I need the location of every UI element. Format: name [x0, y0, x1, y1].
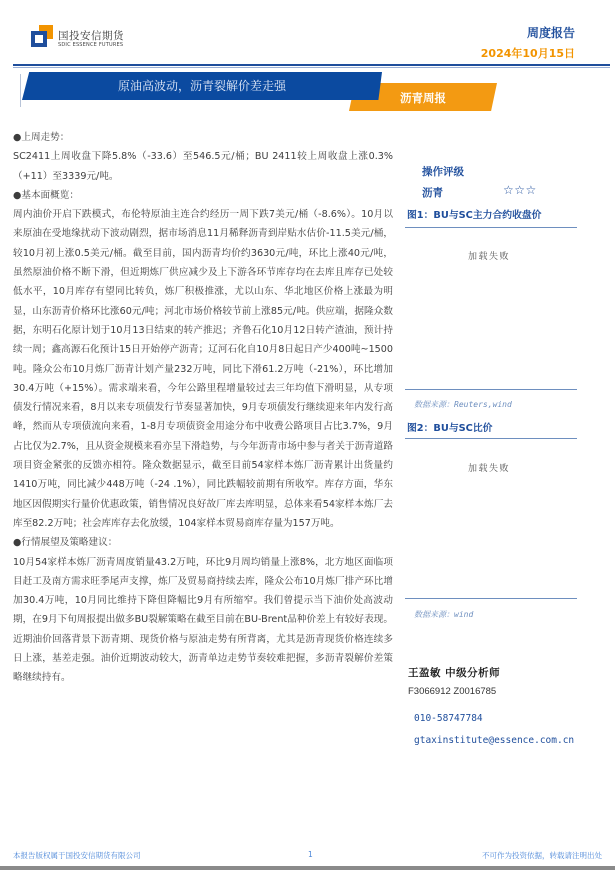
rating-item: 沥青	[422, 187, 443, 199]
report-category-tag: 沥青周报	[400, 91, 446, 105]
analyst-certificate: F3066912 Z0016785	[408, 686, 497, 697]
rating-title: 操作评级	[422, 166, 464, 178]
figure-2-bottom-rule	[405, 598, 577, 599]
figure-1-top-rule	[405, 227, 577, 228]
report-type: 周度报告	[526, 26, 575, 40]
section-heading-last-week: ●上周走势：	[13, 132, 70, 143]
analyst-email[interactable]: gtaxinstitute@essence.com.cn	[414, 735, 575, 746]
rating-stars-icon: ☆☆☆	[503, 183, 537, 197]
main-content	[13, 128, 393, 688]
figure-1-source: 数据来源：Reuters,wind	[414, 400, 512, 409]
section-body-outlook: 10月54家样本炼厂沥青周度销量43.2万吨，环比9月周均销量上涨8%，北方地区面临项目赶工及南方需求旺季尾声支撑，炼厂及贸易商持续去库，隆众公布10月炼厂排产环比增加30.4万吨，10月同比维持下降但降幅比9月有所缩窄。我们曾提示当下油价处高波动期，在9月下旬周报提出做多BU裂解策略在截至目前在BU-Brent品种价差上有较好表现。近期油价回落背景下沥青期、现货价格与原油走势有所背离，尤其是沥青现货价格连续多日上涨，基差走强。油价近期波动较大，沥青单边走势节奏较难把握，多沥青裂解价差策略继续持有。	[13, 556, 393, 684]
header-divider-thin	[13, 67, 610, 68]
logo-name-cn: 国投安信期货	[58, 30, 124, 42]
banner-left-line	[20, 74, 21, 107]
report-date: 2024年10月15日	[480, 47, 575, 60]
section-heading-outlook: ●行情展望及策略建议：	[13, 537, 118, 549]
analyst-name: 王盈敏 中级分析师	[408, 667, 501, 679]
analyst-phone: 010-58747784	[414, 713, 483, 724]
footer-bar	[0, 866, 615, 870]
logo-mark-icon	[31, 25, 53, 47]
figure-1-title: 图1：BU与SC主力合约收盘价	[407, 210, 542, 221]
logo-name-en: SDIC ESSENCE FUTURES	[58, 42, 124, 48]
section-heading-fundamentals: ●基本面概览：	[13, 189, 79, 201]
page-number: 1	[308, 850, 313, 859]
figure-2-title: 图2：BU与SC比价	[407, 423, 493, 434]
figure-2-top-rule	[405, 438, 577, 439]
header-divider	[13, 64, 610, 66]
figure-1-load-failed: 加载失败	[468, 252, 511, 262]
figure-2-source: 数据来源：wind	[414, 610, 474, 619]
section-body-last-week: SC2411上周收盘下降5.8%（-33.6）至546.5元/桶；BU 2411较上周收盘上涨0.3%（+11）至3339元/吨。	[13, 151, 393, 182]
figure-2-load-failed: 加载失败	[468, 464, 511, 474]
company-logo	[31, 25, 171, 55]
figure-1-bottom-rule	[405, 389, 577, 390]
footer-disclaimer: 不可作为投资依据，转载请注明出处	[482, 851, 602, 860]
report-headline: 原油高波动，沥青裂解价差走强	[117, 79, 286, 93]
footer-copyright: 本报告版权属于国投安信期货有限公司	[13, 851, 141, 860]
section-body-fundamentals: 周内油价开启下跌模式，布伦特原油主连合约经历一周下跌7美元/桶（-8.6%）。10月以来原油在受地缘扰动下波动剧烈，据市场消息11月稀释沥青到岸贴水估价-11.5美元/桶，较10月初上涨0.5美元/桶。截至目前，国内沥青均价约3630元/吨，环比上涨40元/吨，虽然原油价格不断下滑，但近期炼厂供应减少及上下游各环节库存均在去库且库存已处较低水平，10月库存有望同比转负，炼厂积极推涨，尤以山东、华北地区价格上涨最为明显，山东沥青价格环比涨60元/吨；河北市场价格较节前上涨85元/吨。供应端，据隆众数据，东明石化原计划于10月13日结束的转产推迟；齐鲁石化10月12日转产渣油，预计持续一周；鑫高源石化预计15日开始停产沥青；辽河石化自10月8日起日产少400吨~1500吨。隆众公布10月炼厂沥青计划产量232万吨，同比下滑61.2万吨（-21%），环比增加30.4万吨（+15%）。需求端来看，今年公路里程增量较过去三年均值下滑明显，从专项债发行情况来看，8月以来专项债发行节奏显著加快，9月专项债发行继续迎来年内发行高峰，然而从专项债流向来看，1-8月专项债资金用途分布中收费公路项目占比3.7%，9月占比仅为2.7%，且从资金规模来看亦呈下滑趋势，与今年沥青市场中参与者关于沥青道路项目资金紧张的反馈亦相符。隆众数据显示，截至目前54家样本炼厂沥青累计出货量约1410万吨，同比减少448万吨（-24 .1%），同比跌幅较前期有所收窄。库存方面，华东地区因假期实行量价优惠政策，销售情况良好故厂库去库明显，总体来看54家样本炼厂去库至82.2万吨；社会库库存去化放缓，104家样本贸易商库存量为157万吨。	[13, 209, 393, 529]
